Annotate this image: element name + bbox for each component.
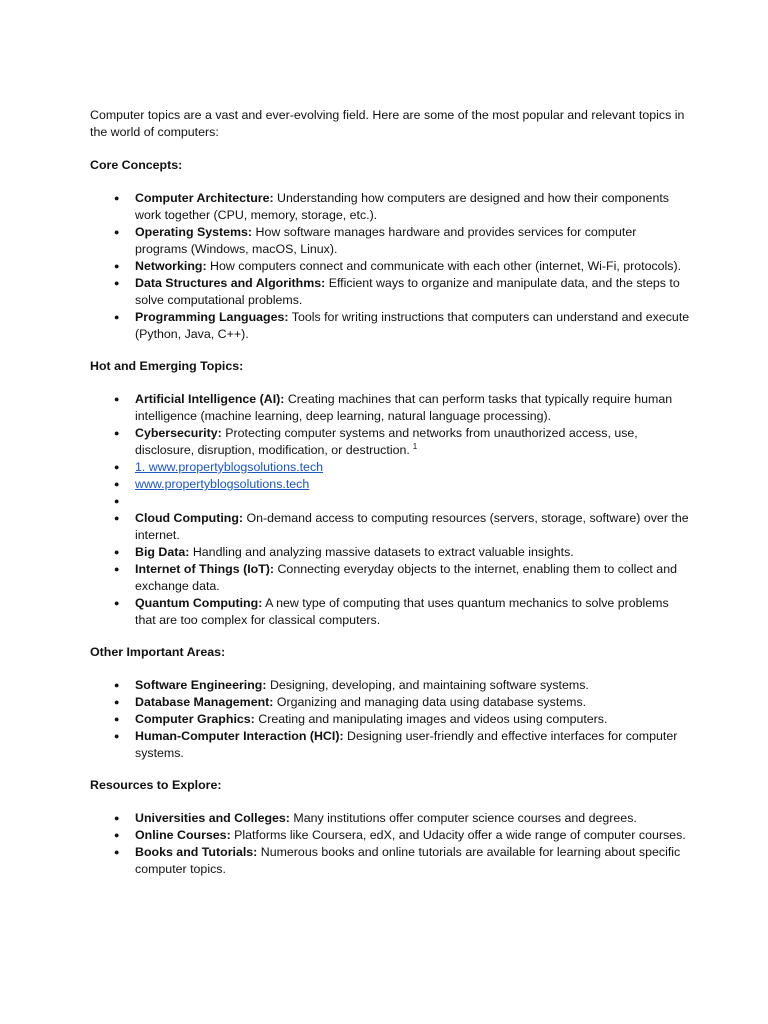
item-term: Artificial Intelligence (AI): [135, 392, 285, 406]
item-description: How software manages hardware and provides services for computer programs (Windows, macOS, Linux). [135, 225, 637, 256]
empty-list-item [90, 493, 690, 510]
item-description: A new type of computing that uses quantum mechanics to solve problems that are too complex for classical computers. [135, 596, 669, 627]
item-term: Database Management: [135, 695, 274, 709]
item-term: Cloud Computing: [135, 511, 244, 525]
list-item [90, 190, 690, 224]
item-term: Computer Graphics: [135, 712, 255, 726]
list-item [90, 561, 690, 595]
bullet-icon: ● [114, 278, 120, 288]
item-description: Understanding how computers are designed and how their components work together (CPU, memory, storage, etc.). [135, 191, 669, 222]
core-concepts-list [90, 190, 690, 343]
resources-list [90, 810, 690, 878]
bullet-icon: ● [114, 813, 120, 823]
bullet-icon: ● [114, 714, 120, 724]
list-item [90, 595, 690, 629]
list-item [90, 258, 690, 275]
document-body [90, 107, 690, 893]
list-item [90, 827, 690, 844]
bullet-icon: ● [114, 394, 120, 404]
resources-heading: Resources to Explore: [90, 778, 222, 792]
footnote-link[interactable]: 1. www.propertyblogsolutions.tech [135, 460, 324, 474]
list-item [90, 844, 690, 878]
item-term: Online Courses: [135, 828, 231, 842]
item-description: Creating machines that can perform tasks that typically require human intelligence (machine learning, deep learning, natural language processing). [135, 392, 673, 423]
item-description: Platforms like Coursera, edX, and Udacity offer a wide range of computer courses. [230, 828, 686, 842]
core-concepts-heading: Core Concepts: [90, 158, 183, 172]
hot-topics-list [90, 391, 690, 629]
intro-paragraph: Computer topics are a vast and ever-evolving field. Here are some of the most popular and relevant topics in the world of computers: [90, 108, 685, 139]
bullet-icon: ● [114, 312, 120, 322]
item-term: Books and Tutorials: [135, 845, 258, 859]
item-description: Numerous books and online tutorials are available for learning about specific computer topics. [135, 845, 681, 876]
item-term: Quantum Computing: [135, 596, 263, 610]
list-item [90, 391, 690, 425]
bullet-icon: ● [114, 598, 120, 608]
item-description: Designing, developing, and maintaining software systems. [266, 678, 589, 692]
list-item [90, 810, 690, 827]
item-description: Creating and manipulating images and videos using computers. [254, 712, 608, 726]
bullet-icon: ● [114, 261, 120, 271]
item-term: Cybersecurity: [135, 426, 222, 440]
bullet-icon: ● [114, 193, 120, 203]
item-term: Big Data: [135, 545, 190, 559]
item-term: Networking: [135, 259, 207, 273]
item-term: Programming Languages: [135, 310, 289, 324]
list-item [90, 711, 690, 728]
list-item [90, 476, 690, 493]
list-item [90, 224, 690, 258]
bullet-icon: ● [114, 697, 120, 707]
item-term: Computer Architecture: [135, 191, 274, 205]
item-description: Designing user-friendly and effective interfaces for computer systems. [135, 729, 678, 760]
item-description: Organizing and managing data using database systems. [273, 695, 587, 709]
item-term: Software Engineering: [135, 678, 267, 692]
bullet-icon: ● [114, 462, 120, 472]
bullet-icon: ● [114, 227, 120, 237]
item-term: Universities and Colleges: [135, 811, 290, 825]
bullet-icon: ● [114, 680, 120, 690]
item-term: Internet of Things (IoT): [135, 562, 275, 576]
other-areas-heading: Other Important Areas: [90, 645, 226, 659]
item-description: On-demand access to computing resources (servers, storage, software) over the internet. [135, 511, 689, 542]
item-description: Tools for writing instructions that computers can understand and execute (Python, Java, C++). [135, 310, 690, 341]
item-description: Efficient ways to organize and manipulate data, and the steps to solve computational problems. [135, 276, 680, 307]
list-item [90, 309, 690, 343]
item-description: Connecting everyday objects to the internet, enabling them to collect and exchange data. [135, 562, 677, 593]
footnote-marker[interactable]: 1 [412, 442, 418, 451]
bullet-icon: ● [114, 479, 120, 489]
list-item [90, 544, 690, 561]
bullet-icon: ● [114, 547, 120, 557]
list-item [90, 694, 690, 711]
item-description: Protecting computer systems and networks from unauthorized access, use, disclosure, disruption, modification, or destruction. [135, 426, 638, 457]
item-description: Handling and analyzing massive datasets to extract valuable insights. [189, 545, 574, 559]
item-description: Many institutions offer computer science courses and degrees. [289, 811, 637, 825]
list-item [90, 425, 690, 459]
list-item [90, 728, 690, 762]
list-item [90, 459, 690, 476]
list-item [90, 275, 690, 309]
hot-topics-heading: Hot and Emerging Topics: [90, 359, 244, 373]
bullet-icon: ● [114, 564, 120, 574]
website-link[interactable]: www.propertyblogsolutions.tech [135, 477, 310, 491]
bullet-icon: ● [114, 496, 120, 506]
item-term: Human-Computer Interaction (HCI): [135, 729, 344, 743]
item-term: Data Structures and Algorithms: [135, 276, 326, 290]
bullet-icon: ● [114, 513, 120, 523]
list-item [90, 510, 690, 544]
bullet-icon: ● [114, 847, 120, 857]
bullet-icon: ● [114, 731, 120, 741]
other-areas-list [90, 677, 690, 762]
item-description: How computers connect and communicate with each other (internet, Wi-Fi, protocols). [206, 259, 682, 273]
item-term: Operating Systems: [135, 225, 253, 239]
bullet-icon: ● [114, 830, 120, 840]
bullet-icon: ● [114, 428, 120, 438]
list-item [90, 677, 690, 694]
